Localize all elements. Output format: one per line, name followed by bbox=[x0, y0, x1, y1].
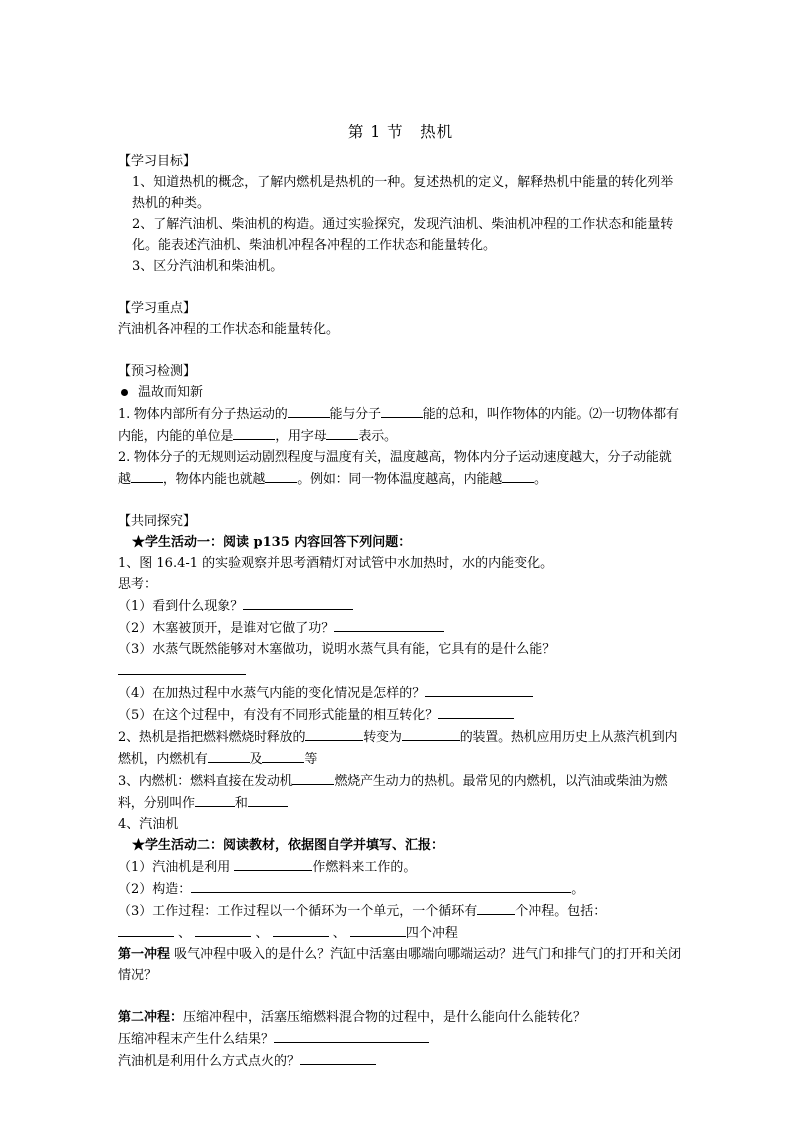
blank-field[interactable] bbox=[233, 425, 275, 440]
think-question-4: （4）在加热过程中水蒸气内能的变化情况是怎样的？ bbox=[118, 682, 683, 704]
activity-two: ★学生活动二：阅读教材，依据图自学并填写、汇报： bbox=[132, 838, 445, 853]
blank-field[interactable] bbox=[402, 726, 460, 741]
goals-heading: 【学习目标】 bbox=[118, 154, 197, 169]
activity-two-q3-strokes: 、 、 、 四个冲程 bbox=[118, 922, 683, 944]
key-point-text: 汽油机各冲程的工作状态和能量转化。 bbox=[118, 322, 340, 337]
blank-field[interactable] bbox=[234, 856, 312, 871]
blank-field[interactable] bbox=[477, 900, 515, 915]
goal-item-2: 2、了解汽油机、柴油机的构造。通过实验探究，发现汽油机、柴油机冲程的工作状态和能量转化。能表述汽油机、柴油机冲程各冲程的工作状态和能量转化。 bbox=[132, 217, 674, 253]
blank-field[interactable] bbox=[288, 403, 330, 418]
explore-item-1: 1、图 16.4-1 的实验观察并思考酒精灯对试管中水加热时，水的内能变化。 bbox=[118, 556, 554, 571]
answer-blank[interactable] bbox=[300, 1050, 376, 1065]
stroke-one-text: 吸气冲程中吸入的是什么？汽缸中活塞由哪端向哪端运动？进气门和排气门的打开和关闭情况？ bbox=[118, 947, 682, 983]
activity-two-q2: （2）构造： 。 bbox=[118, 878, 683, 900]
blank-field[interactable] bbox=[248, 792, 288, 807]
blank-field[interactable] bbox=[195, 922, 251, 937]
stroke-two bbox=[118, 1007, 683, 1028]
answer-blank[interactable] bbox=[334, 617, 444, 632]
preview-question-2: 2. 物体分子的无规则运动剧烈程度与温度有关，温度越高，物体内分子运动速度越大，分子动能就越 ，物体内能也就越 。例如：同一物体温度越高，内能越 。 bbox=[118, 450, 672, 487]
blank-field[interactable] bbox=[273, 922, 329, 937]
blank-field[interactable] bbox=[326, 425, 358, 440]
answer-blank[interactable] bbox=[274, 1028, 429, 1043]
think-answer-line-3 bbox=[118, 660, 683, 682]
blank-field[interactable] bbox=[381, 403, 423, 418]
ignition-question: 汽油机是利用什么方式点火的？ bbox=[118, 1050, 683, 1072]
preview-question-1: 1. 物体内部所有分子热运动的 能与分子 能的总和，叫作物体的内能。⑵一切物体都有内能，内能的单位是 ，用字母 表示。 bbox=[118, 403, 683, 447]
think-label: 思考： bbox=[118, 577, 158, 592]
blank-field[interactable] bbox=[131, 468, 163, 483]
activity-one: ★学生活动一：阅读 p135 内容回答下列问题： bbox=[132, 535, 412, 550]
blank-field[interactable] bbox=[305, 726, 363, 741]
stroke-two-question: 压缩冲程末产生什么结果？ bbox=[118, 1028, 683, 1050]
stroke-one bbox=[118, 944, 683, 986]
stroke-two-text: 压缩冲程中，活塞压缩燃料混合物的过程中，是什么能向什么能转化？ bbox=[183, 1010, 587, 1025]
answer-blank[interactable] bbox=[425, 682, 533, 697]
activity-two-q1: （1）汽油机是利用 作燃料来工作的。 bbox=[118, 856, 683, 878]
blank-field[interactable] bbox=[502, 468, 534, 483]
preview-heading: 【预习检测】 bbox=[118, 364, 197, 379]
bullet-label: 温故而知新 bbox=[138, 385, 204, 400]
goal-item-1: 1、知道热机的概念，了解内燃机是热机的一种。复述热机的定义，解释热机中能量的转化列举热机的种类。 bbox=[132, 175, 674, 211]
answer-blank[interactable] bbox=[118, 660, 246, 675]
blank-field[interactable] bbox=[262, 748, 304, 763]
bullet-dot-icon bbox=[121, 389, 128, 396]
blank-field[interactable] bbox=[265, 468, 297, 483]
stroke-one-label: 第一冲程 bbox=[118, 947, 171, 962]
page-title: 第 1 节 热机 bbox=[347, 123, 454, 141]
blank-field[interactable] bbox=[208, 748, 250, 763]
explore-item-4: 4、汽油机 bbox=[118, 817, 179, 832]
explore-heading: 【共同探究】 bbox=[118, 514, 197, 529]
think-question-2: （2）木塞被顶开，是谁对它做了功？ bbox=[118, 617, 683, 639]
think-question-3: （3）水蒸气既然能够对木塞做功，说明水蒸气具有能，它具有的是什么能？ bbox=[118, 642, 556, 657]
worksheet-page bbox=[118, 118, 683, 1072]
blank-field[interactable] bbox=[292, 770, 334, 785]
think-question-5: （5）在这个过程中，有没有不同形式能量的相互转化？ bbox=[118, 704, 683, 726]
blank-field[interactable] bbox=[195, 792, 235, 807]
explore-item-3: 3、内燃机：燃料直接在发动机 燃烧产生动力的热机。最常见的内燃机，以汽油或柴油为燃料，分别叫作 和 bbox=[118, 770, 683, 814]
answer-blank[interactable] bbox=[243, 595, 353, 610]
bullet-item bbox=[118, 382, 683, 403]
blank-field[interactable] bbox=[350, 922, 406, 937]
blank-field[interactable] bbox=[191, 878, 571, 893]
goal-item-3: 3、区分汽油机和柴油机。 bbox=[132, 259, 284, 274]
answer-blank[interactable] bbox=[438, 704, 514, 719]
activity-two-q3: （3）工作过程：工作过程以一个循环为一个单元，一个循环有 个冲程。包括： bbox=[118, 900, 683, 922]
key-point-heading: 【学习重点】 bbox=[118, 301, 197, 316]
explore-item-2: 2、热机是指把燃料燃烧时释放的 转变为 的装置。热机应用历史上从蒸汽机到内燃机，内燃机有 及 等 bbox=[118, 726, 683, 770]
stroke-two-label: 第二冲程： bbox=[118, 1010, 184, 1025]
think-question-1: （1）看到什么现象？ bbox=[118, 595, 683, 617]
blank-field[interactable] bbox=[118, 922, 174, 937]
